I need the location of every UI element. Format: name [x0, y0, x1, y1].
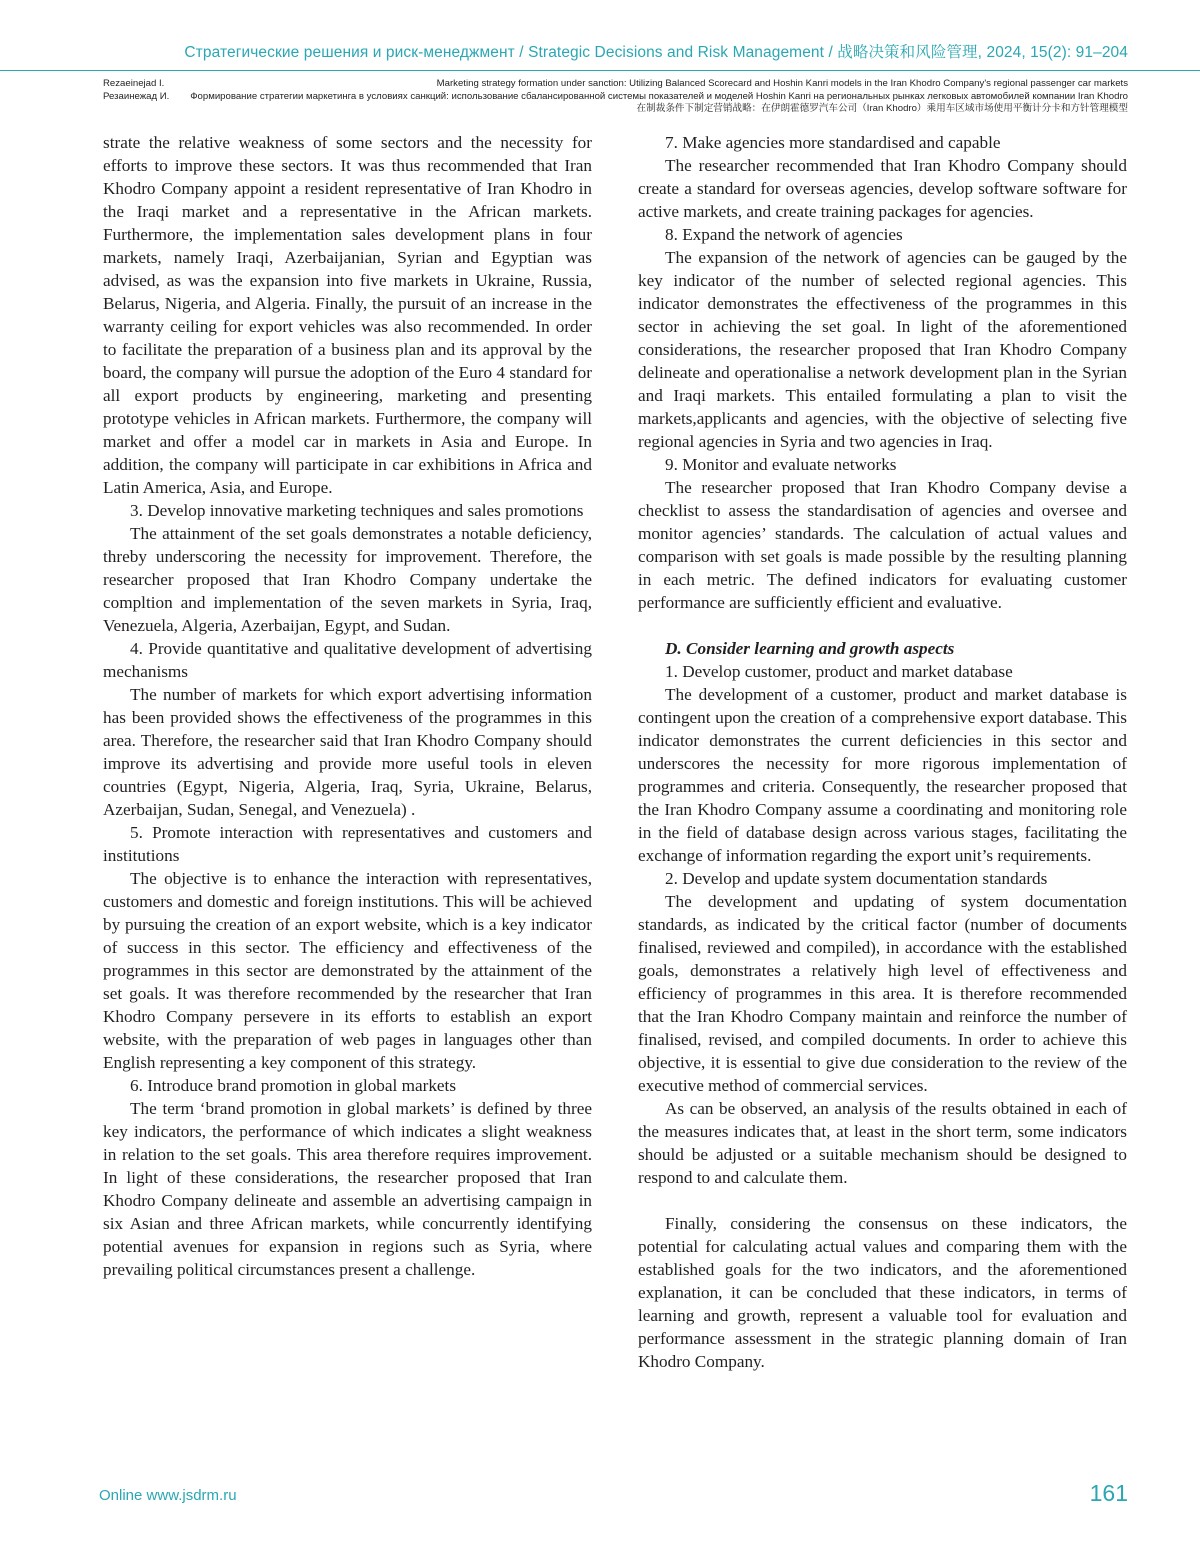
running-head-title-en: Marketing strategy formation under sanction: Utilizing Balanced Scorecard and Hoshin Kanri models in the Iran Khodro Company's regional passenger car markets — [436, 78, 1128, 89]
running-head-title-cn: 在制裁条件下制定营销战略：在伊朗霍德罗汽车公司（Iran Khodro）乘用车区域市场使用平衡计分卡和方针管理模型 — [636, 103, 1128, 114]
section-heading-d: D. Consider learning and growth aspects — [665, 639, 955, 658]
running-head-cn-row — [103, 103, 1128, 116]
d-item-heading-2: 2. Develop and update system documentation standards — [665, 869, 1048, 888]
observation-paragraph: As can be observed, an analysis of the results obtained in each of the measures indicates that, at least in the short term, some indicators should be adjusted or a suitable mechanism should be designed to respond to and calculate them. — [638, 1099, 1127, 1187]
item-heading-4: 4. Provide quantitative and qualitative development of advertising mechanisms — [103, 639, 592, 681]
running-head-author-ru: Резаинежад И. — [103, 90, 170, 102]
journal-header: Стратегические решения и риск-менеджмент / Strategic Decisions and Risk Management / 战略决策和风险管理, 2024, 15(2): 91–204 — [184, 44, 1128, 61]
item-heading-6: 6. Introduce brand promotion in global markets — [130, 1076, 457, 1095]
item-text-5: The objective is to enhance the interaction with representatives, customers and domestic and foreign institutions. This will be achieved by pursuing the creation of an export website, which is a key indicator of success in this sector. The efficiency and effectiveness of the programmes in this sector are demonstrated by the attainment of the set goals. It was therefore recommended by the researcher that Iran Khodro Company persevere in its efforts to establish an export website, with the preparation of web pages in languages other than English representing a key component of this strategy. — [103, 869, 592, 1072]
item-text-9: The researcher proposed that Iran Khodro Company devise a checklist to assess the standardisation of agencies and oversee and monitor agencies’ standards. The calculation of actual values and comparison with set goals is made possible by the resulting planning in each metric. The defined indicators for evaluating customer performance are sufficiently efficient and evaluative. — [638, 478, 1127, 612]
running-head-en-row — [103, 78, 1128, 91]
running-head-title-ru: Формирование стратегии маркетинга в условиях санкций: использование сбалансированной системы показателей и моделей Hoshin Kanri на региональных рынках легковых автомобилей компании Iran Khodro — [190, 90, 1128, 102]
d-item-text-1: The development of a customer, product and market database is contingent upon the creation of a comprehensive export database. This indicator demonstrates the current deficiencies in this sector and underscores the necessity for more rigorous implementation of programmes and criteria. Consequently, the researcher proposed that the Iran Khodro Company assume a coordinating and monitoring role in the field of database design across various stages, facilitating the exchange of information regarding the export unit’s requirements. — [638, 685, 1127, 865]
item-text-8: The expansion of the network of agencies can be gauged by the key indicator of the number of selected regional agencies. This indicator demonstrates the effectiveness of the programmes in this sector in achieving the set goal. In light of the aforementioned considerations, the researcher proposed that Iran Khodro Company delineate and operationalise a network development plan in the Syrian and Iraqi markets. This entailed formulating a plan to visit the markets,applicants and agencies, with the objective of selecting five regional agencies in Syria and two agencies in Iraq. — [638, 248, 1127, 451]
item-heading-3: 3. Develop innovative marketing techniques and sales promotions — [130, 501, 584, 520]
item-text-4: The number of markets for which export advertising information has been provided shows the effectiveness of the programmes in this area. Therefore, the researcher said that Iran Khodro Company should improve its advertising and provide more useful tools in eleven countries (Egypt, Nigeria, Algeria, Iraq, Syria, Ukraine, Belarus, Azerbaijan, Sudan, Senegal, and Venezuela) . — [103, 685, 592, 819]
left-column — [103, 131, 592, 1281]
item-heading-7: 7. Make agencies more standardised and capable — [665, 133, 1001, 152]
item-text-6: The term ‘brand promotion in global markets’ is defined by three key indicators, the performance of which indicates a slight weakness in relation to the set goals. This area therefore requires improvement. In light of these considerations, the researcher proposed that Iran Khodro Company delineate and assemble an advertising campaign in six Asian and three African markets, while concurrently identifying potential avenues for expansion in regions such as Syria, where prevailing political circumstances present a challenge. — [103, 1099, 592, 1279]
d-item-text-2: The development and updating of system documentation standards, as indicated by the critical factor (number of documents finalised, reviewed and compiled), in accordance with the established goals, demonstrates a relatively high level of effectiveness and efficiency of programmes in this area. It is therefore recommended that the Iran Khodro Company maintain and reinforce the number of finalised, revised, and compiled documents. In order to achieve this objective, it is essential to give due consideration to the review of the executive method of commercial services. — [638, 892, 1127, 1095]
item-text-3: The attainment of the set goals demonstrates a notable deficiency, threby underscoring the necessity for improvement. Therefore, the researcher proposed that Iran Khodro Company undertake the compltion and implementation of the seven markets in Syria, Iraq, Venezuela, Algeria, Azerbaijan, Egypt, and Sudan. — [103, 524, 592, 635]
running-head — [103, 78, 1128, 116]
final-paragraph: Finally, considering the consensus on these indicators, the potential for calculating actual values and comparing them with the established goals for the two indicators, and the aforementioned explanation, it can be concluded that these indicators, in terms of learning and growth, represent a valuable tool for evaluation and performance assessment in the strategic planning domain of Iran Khodro Company. — [638, 1214, 1127, 1371]
running-head-ru-row — [103, 91, 1128, 104]
right-column — [638, 131, 1127, 1373]
footer-website: Online www.jsdrm.ru — [99, 1487, 237, 1504]
d-item-heading-1: 1. Develop customer, product and market database — [665, 662, 1013, 681]
header-rule — [0, 70, 1200, 71]
item-heading-9: 9. Monitor and evaluate networks — [665, 455, 897, 474]
running-head-author-en: Rezaeinejad I. — [103, 78, 165, 89]
item-heading-5: 5. Promote interaction with representatives and customers and institutions — [103, 823, 592, 865]
item-heading-8: 8. Expand the network of agencies — [665, 225, 903, 244]
paragraph-continuation: strate the relative weakness of some sectors and the necessity for efforts to improve these sectors. It was thus recommended that Iran Khodro Company appoint a resident representative of Iran Khodro in the Iraqi market and a representative in the African markets. Furthermore, the implementation sales development plans in four markets, namely Iraqi, Azerbaijanian, Syrian and Egyptian was advised, as was the expansion into five markets in Ukraine, Russia, Belarus, Nigeria, and Algeria. Finally, the pursuit of an increase in the warranty ceiling for export vehicles was also recommended. In order to facilitate the preparation of a business plan and its approval by the board, the company will pursue the adoption of the Euro 4 standard for all export products by engineering, marketing and presenting prototype vehicles in African markets. Furthermore, the company will market and offer a model car in markets in Asia and Europe. In addition, the company will participate in car exhibitions in Africa and Latin America, Asia, and Europe. — [103, 133, 592, 497]
item-text-7: The researcher recommended that Iran Khodro Company should create a standard for overseas agencies, develop software software for active markets, and create training packages for agencies. — [638, 156, 1127, 221]
page-number: 161 — [1089, 1480, 1128, 1506]
